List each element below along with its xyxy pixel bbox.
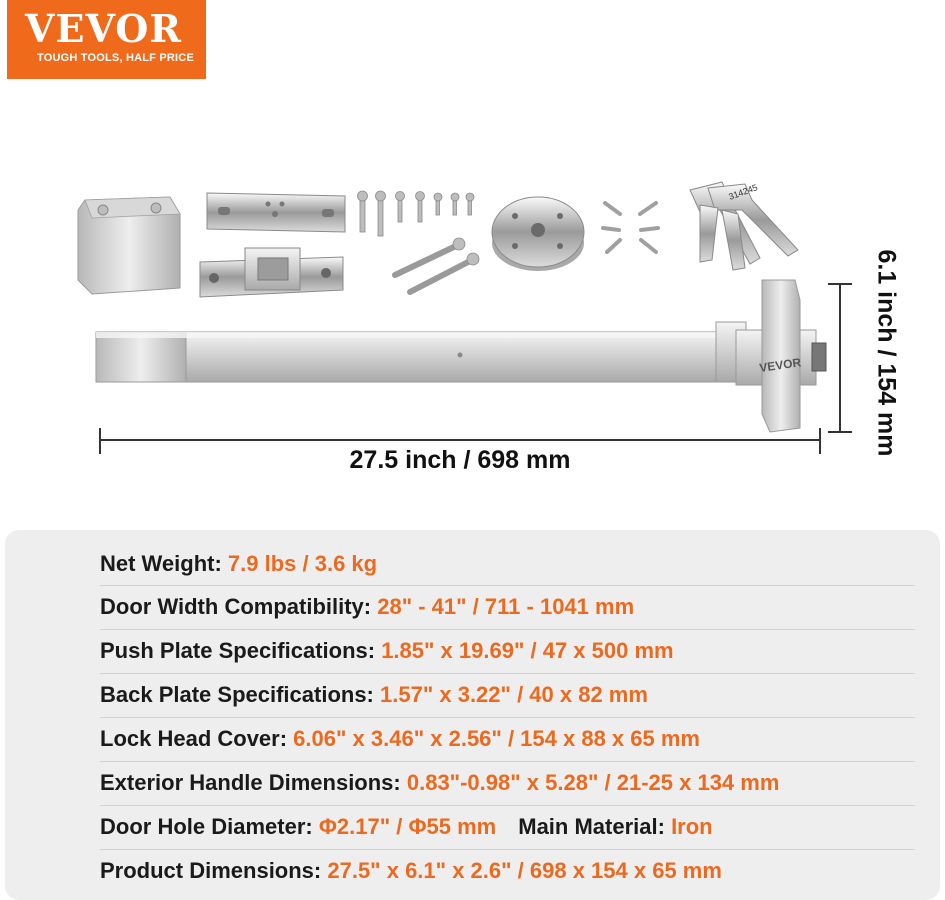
- small-screws: [603, 203, 658, 252]
- spec-row-product-dimensions: [100, 854, 722, 888]
- spec-label: Back Plate Specifications:: [100, 682, 380, 707]
- spec-label: Exterior Handle Dimensions:: [100, 770, 407, 795]
- divider: [100, 585, 915, 586]
- spec-value-main-material: Iron: [671, 814, 713, 839]
- spec-row-door-width: [100, 590, 634, 624]
- panic-bar: [96, 280, 826, 432]
- spec-row-net-weight: [100, 547, 377, 581]
- spec-row-back-plate: [100, 678, 648, 712]
- width-dimension-label: 27.5 inch / 698 mm: [349, 446, 571, 474]
- spec-label: Push Plate Specifications:: [100, 638, 382, 663]
- spec-row-door-hole-material: [100, 810, 713, 844]
- spec-row-push-plate: [100, 634, 674, 668]
- divider: [100, 673, 915, 674]
- spec-label: Lock Head Cover:: [100, 726, 294, 751]
- height-dimension-label: 6.1 inch / 154 mm: [872, 249, 901, 457]
- spec-label: Door Width Compatibility:: [100, 594, 378, 619]
- divider: [100, 761, 915, 762]
- back-plate: [207, 193, 345, 232]
- divider: [100, 717, 915, 718]
- spec-value: 27.5" x 6.1" x 2.6" / 698 x 154 x 65 mm: [327, 858, 722, 883]
- divider: [100, 629, 915, 630]
- spec-row-exterior-handle: [100, 766, 779, 800]
- round-mounting-plate: [492, 197, 584, 271]
- brand-name: VEVOR: [25, 6, 182, 51]
- brand-tagline: TOUGH TOOLS, HALF PRICE: [37, 52, 194, 64]
- spec-label: Product Dimensions:: [100, 858, 328, 883]
- spec-value: 0.83"-0.98" x 5.28" / 21-25 x 134 mm: [406, 770, 780, 795]
- spec-label: Door Hole Diameter:: [100, 814, 319, 839]
- spec-value: Φ2.17" / Φ55 mm: [318, 814, 497, 839]
- spec-value: 28" - 41" / 711 - 1041 mm: [377, 594, 635, 619]
- spec-value: 1.85" x 19.69" / 47 x 500 mm: [381, 638, 674, 663]
- keys: [690, 182, 798, 270]
- spec-label-main-material: Main Material:: [518, 814, 672, 839]
- specs-panel: [5, 530, 940, 900]
- spec-value: 6.06" x 3.46" x 2.56" / 154 x 88 x 65 mm: [293, 726, 700, 751]
- spec-value: 7.9 lbs / 3.6 kg: [227, 551, 378, 576]
- spec-value: 1.57" x 3.22" / 40 x 82 mm: [380, 682, 648, 707]
- divider: [100, 849, 915, 850]
- spec-label: Net Weight:: [100, 551, 228, 576]
- screws: [358, 191, 480, 292]
- height-dimension-line: [828, 284, 852, 432]
- lock-head-cover: [78, 197, 180, 294]
- spec-row-lock-head-cover: [100, 722, 700, 756]
- bar-logo: VEVOR: [758, 355, 803, 375]
- divider: [100, 805, 915, 806]
- strike-plate: [200, 248, 343, 297]
- key-stamp: 314245: [727, 182, 759, 202]
